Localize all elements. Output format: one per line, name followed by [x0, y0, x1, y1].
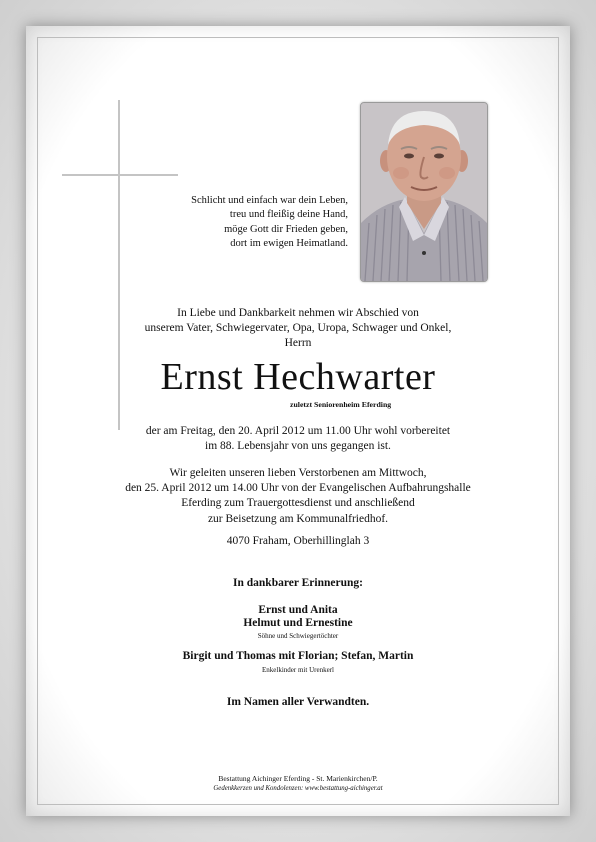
intro-line: In Liebe und Dankbarkeit nehmen wir Abschied von	[177, 307, 419, 319]
poem-verse	[150, 194, 348, 252]
portrait-image	[361, 103, 487, 281]
last-residence: zuletzt Seniorenheim Eferding	[290, 400, 392, 409]
family-grandchildren-label: Enkelkinder mit Urenkerl	[262, 666, 334, 674]
death-notice	[60, 424, 536, 454]
family-sons-label: Söhne und Schwiegertöchter	[257, 632, 339, 640]
funeral-line: Eferding zum Trauergottesdienst und anschließend	[181, 497, 415, 510]
address: 4070 Fraham, Oberhillinglah 3	[226, 535, 370, 547]
funeral-line: zur Beisetzung am Kommunalfriedhof.	[207, 512, 389, 525]
funeral-notice	[60, 466, 536, 527]
cross-horizontal-bar	[62, 174, 178, 176]
closing-line: Im Namen aller Verwandten.	[226, 696, 370, 708]
intro-line: unserem Vater, Schwiegervater, Opa, Uropa, Schwager und Onkel,	[144, 322, 452, 335]
intro-text	[60, 306, 536, 352]
intro-line: Herrn	[284, 337, 312, 350]
poem-line: möge Gott dir Frieden geben,	[224, 223, 348, 235]
undertaker-credit: Bestattung Aichinger Eferding - St. Marienkirchen/P.	[218, 774, 378, 783]
poem-line: treu und fleißig deine Hand,	[229, 209, 348, 221]
poem-line: Schlicht und einfach war dein Leben,	[191, 195, 348, 206]
death-line: im 88. Lebensjahr von uns gegangen ist.	[205, 440, 391, 453]
family-grandchildren: Birgit und Thomas mit Florian; Stefan, Martin	[182, 650, 414, 662]
funeral-line: Wir geleiten unseren lieben Verstorbenen am Mittwoch,	[169, 467, 427, 479]
funeral-line: den 25. April 2012 um 14.00 Uhr von der Evangelischen Aufbahrungshalle	[125, 482, 471, 495]
family-sons-1: Ernst und Anita	[258, 604, 338, 616]
poem-line: dort im ewigen Heimatland.	[230, 238, 348, 250]
thanks-heading: In dankbarer Erinnerung:	[233, 577, 363, 589]
deceased-name: Ernst Hechwarter	[160, 356, 436, 398]
family-sons-2: Helmut und Ernestine	[243, 617, 353, 629]
death-line: der am Freitag, den 20. April 2012 um 11.00 Uhr wohl vorbereitet	[145, 425, 451, 437]
portrait-photo	[360, 102, 488, 282]
condolence-link[interactable]: Gedenkkerzen und Kondolenzen: www.bestattung-aichinger.at	[213, 785, 383, 792]
